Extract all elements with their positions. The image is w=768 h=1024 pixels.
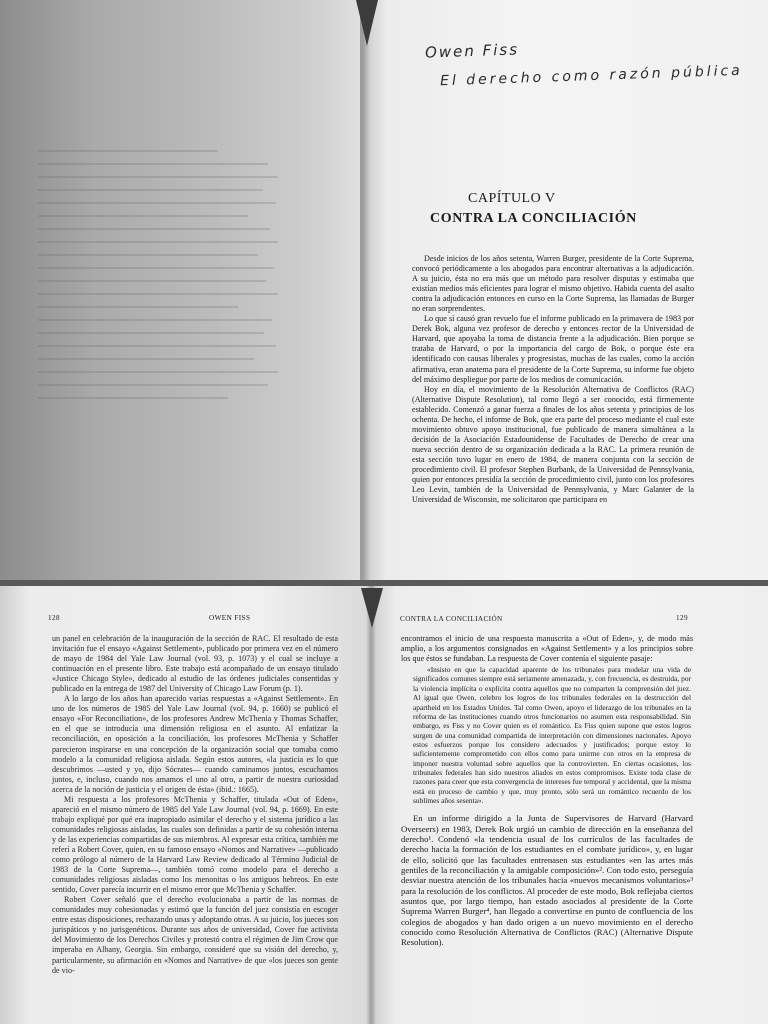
paragraph: Desde inicios de los años setenta, Warren Burger, presidente de la Corte Suprema, convocó periódicamente a los abogados para encontrar alternativas a la adjudicación. A su juicio, ésta no era más que un método para resolver disputas y estimaba que existían medios más eficientes para lograr el mismo objetivo. Habida cuenta del asalto contra la adjudicación entonces en curso en la Corte Suprema, las llamadas de Burger no eran sorprendentes. [412, 254, 694, 314]
ghost-line [38, 332, 264, 334]
handwritten-note-title: El derecho como razón pública [439, 62, 744, 90]
ghost-line [38, 358, 254, 360]
page-129-body-text [401, 634, 693, 948]
ghost-line [38, 254, 258, 256]
paragraph: Lo que sí causó gran revuelo fue el informe publicado en la primavera de 1983 por Derek Bok, alguna vez profesor de derecho y entonces rector de la Universidad de Harvard, que apoyaba la toma de distancia frente a la adjudicación. Bien porque se trataba de Harvard, o por la importancia del cargo de Bok, o porque éste era identificado con causas liberales y progresistas, muchas de las cuales, como la acción afirmativa, eran anatema para el presidente de la Corte Suprema, su informe fue objeto del máximo despliegue por parte de los medios de comunicación. [412, 314, 694, 384]
running-head: OWEN FISS [209, 614, 251, 622]
blank-page [0, 0, 368, 582]
running-head: CONTRA LA CONCILIACIÓN [400, 615, 503, 623]
ghost-line [38, 293, 278, 295]
ghost-line [38, 397, 228, 399]
spine-shadow [356, 0, 378, 46]
ghost-line [38, 384, 268, 386]
spine-shadow [361, 588, 383, 628]
paragraph: Hoy en día, el movimiento de la Resolución Alternativa de Conflictos (RAC) (Alternative Dispute Resolution), tal como llegó a ser conocido, está firmemente establecido. Comenzó a ganar fuerza a finales de los años setenta y principios de los ochenta. De hecho, el informe de Bok, que era parte del proceso mediante el cual este movimiento obtuvo apoyo institucional, fue publicado de manera simultánea a la decisión de la Asociación Estadounidense de Facultades de Derecho de crear una nueva sección dentro de su organización dedicada a la RAC. La primera reunión de esta sección tuvo lugar en enero de 1984, de manera conjunta con la sección de procedimiento civil. El profesor Stephen Burbank, de la Universidad de Pennsylvania, quien por entonces presidía la sección de procedimiento civil, junto con los profesores Leo Levin, también de la Universidad de Pennsylvania, y Marc Galanter de la Universidad de Wisconsin, me solicitaron que participara en [412, 384, 694, 505]
paragraph: En un informe dirigido a la Junta de Supervisores de Harvard (Harvard Overseers) en 1983, Derek Bok urgió un cambio de dirección en la enseñanza del derecho¹. Condenó «la tendencia usual de los currículos de las facultades de derecho hacia la formación de los estudiantes en el combate jurídico», y, en lugar de ello, solicitó que las facultades entrenasen sus estudiantes «en las artes más gentiles de la reconciliación y la amigable composición»². Con todo esto, perseguía desviar nuestra atención de los tribunales hacia «nuevos mecanismos voluntarios»³ para la resolución de los conflictos. Al proceder de este modo, Bok reflejaba ciertos asuntos que, por largo tiempo, han estado asociados al presidente de la Corte Suprema Warren Burger⁴, han llegado a convertirse en punto de confluencia de los colegios de abogados y han dado origen a un nuevo movimiento en el derecho conocido como Resolución Alternativa de Conflictos (RAC) (Alternative Dispute Resolution). [401, 813, 693, 948]
chapter-body-text [412, 254, 694, 505]
ghost-line [38, 228, 270, 230]
ghost-line [38, 371, 278, 373]
page-number: 128 [48, 614, 60, 622]
ghost-line [38, 280, 266, 282]
ghost-line [38, 189, 263, 191]
handwritten-note-author: Owen Fiss [424, 40, 520, 62]
page-number: 129 [676, 614, 688, 622]
chapter-title: CONTRA LA CONCILIACIÓN [430, 211, 637, 226]
ghost-line [38, 267, 274, 269]
paragraph: A lo largo de los años han aparecido varias respuestas a «Against Settlement». En uno de los números de 1985 del Yale Law Journal (vol. 94, p. 1660) se publicó el ensayo «For Reconciliation», de los profesores Andrew McThenia y Thomas Schaffer, en el que se introducía una dimensión religiosa en el asunto. Al enfatizar la reconciliación, en oposición a la conciliación, los profesores McThenia y Schaffer parecieron inspirarse en una concepción de la organización social que tomaba como modelo a la comunidad religiosa aislada. Según estos autores, «la justicia es lo que descubrimos —usted y yo, dijo Sócrates— cuando caminamos juntos, escuchamos juntos, e, incluso, cuando nos amamos el uno al otro, a partir de nuestra curiosidad acerca de la noción de justicia y el origen de ésta» (ibid.: 1665). [52, 694, 338, 794]
show-through-text [38, 150, 288, 410]
paragraph: Mi respuesta a los profesores McThenia y Schaffer, titulada «Out of Eden», apareció en el mismo número de 1985 del Yale Law Journal (vol. 94, p. 1669). En este trabajo expliqué por qué era inapropiado asimilar el derecho y el sistema jurídico a las comunidades religiosas aisladas, las cuales son definidas a partir de su cohesión interna y de las experiencias compartidas de sus miembros. Al expresar esta crítica, también me referí a Robert Cover, quien, en su famoso ensayo «Nomos and Narrative» —publicado como prólogo al número de la Harvard Law Review dedicado al Término Judicial de 1983 de la Corte Suprema—, también tomó como modelo para el derecho a comunidades religiosas aisladas como los menonitas o los antiguos hebreos. En este sentido, Cover parecía incurrir en el mismo error que McThenia y Schaffer. [52, 794, 338, 895]
paragraph: un panel en celebración de la inauguración de la sección de RAC. El resultado de esta invitación fue el ensayo «Against Settlement», publicado por primera vez en el número de mayo de 1984 del Yale Law Journal (vol. 93, p. 1073) y el cual se incluye a continuación en el presente libro. Este trabajo está acompañado de un ensayo titulado «Justice Chicago Style», dedicado al estudio de las órdenes judiciales consentidas y publicado en la entrega de 1987 del University of Chicago Law Forum (p. 1). [52, 634, 338, 694]
page-128-body-text [52, 634, 338, 976]
ghost-line [38, 345, 276, 347]
ghost-line [38, 150, 218, 152]
chapter-number: CAPÍTULO V [468, 191, 556, 206]
ghost-line [38, 202, 276, 204]
ghost-line [38, 319, 272, 321]
ghost-line [38, 241, 278, 243]
block-quote: «Insisto en que la capacidad aparente de los tribunales para modelar una vida de significados comunes siempre está seriamente amenazada, y, con frecuencia, es destruida, por la violencia implícita o explícita contra aquellos que no comparten la comprensión del juez. Al igual que Owen, celebro los logros de los tribunales federales en la destrucción del apartheid en los Estados Unidos. Tal como Owen, apoyo el liderazgo de los tribunales en la reforma de las instituciones cuando otros funcionarios no asumen esta responsabilidad. Sin embargo, es Fiss y no Cover quien es el romántico. Es Fiss quien supone que estos logros surgen de una comunidad compartida de interpretación con dimensiones nacionales. Apoyo estos esfuerzos porque los considero adecuados y justificados; porque estoy lo suficientemente comprometido con ellos como para unirme con otros en la empresa de imponer nuestra voluntad sobre aquellos que la controvierten. En ciertas ocasiones, los tribunales federales han sido nuestros aliados en estos compromisos. Existe toda clase de razones para creer que esta convergencia de intereses fue temporal y accidental, que la misma está en proceso de cambio y que, muy pronto, sólo será un romántico recuerdo de los sublimes años sesenta». [413, 665, 691, 805]
ghost-line [38, 306, 238, 308]
ghost-line [38, 163, 268, 165]
paragraph: encontramos el inicio de una respuesta manuscrita a «Out of Eden», y, de modo más amplio, a los argumentos consignados en «Against Settlement» y a los principios sobre los que éstos se fundaban. La respuesta de Cover contenía el siguiente pasaje: [401, 634, 693, 664]
ghost-line [38, 176, 278, 178]
paragraph: Robert Cover señaló que el derecho evolucionaba a partir de las normas de comunidades muy cohesionadas y estimó que la función del juez consistía en escoger entre estas disposiciones, rechazando unas y adoptando otras. A su juicio, los jueces son jurispáticos y no jurisgenéticos. Durante sus años de universidad, Cover fue activista del Movimiento de los Derechos Civiles y protestó contra el régimen de Jim Crow que imperaba en Albany, Georgia. Sin embargo, consideré que su visión del derecho, y, particularmente, su afirmación en «Nomos and Narrative» de que «los jueces son gente de vio- [52, 895, 338, 975]
ghost-line [38, 215, 248, 217]
